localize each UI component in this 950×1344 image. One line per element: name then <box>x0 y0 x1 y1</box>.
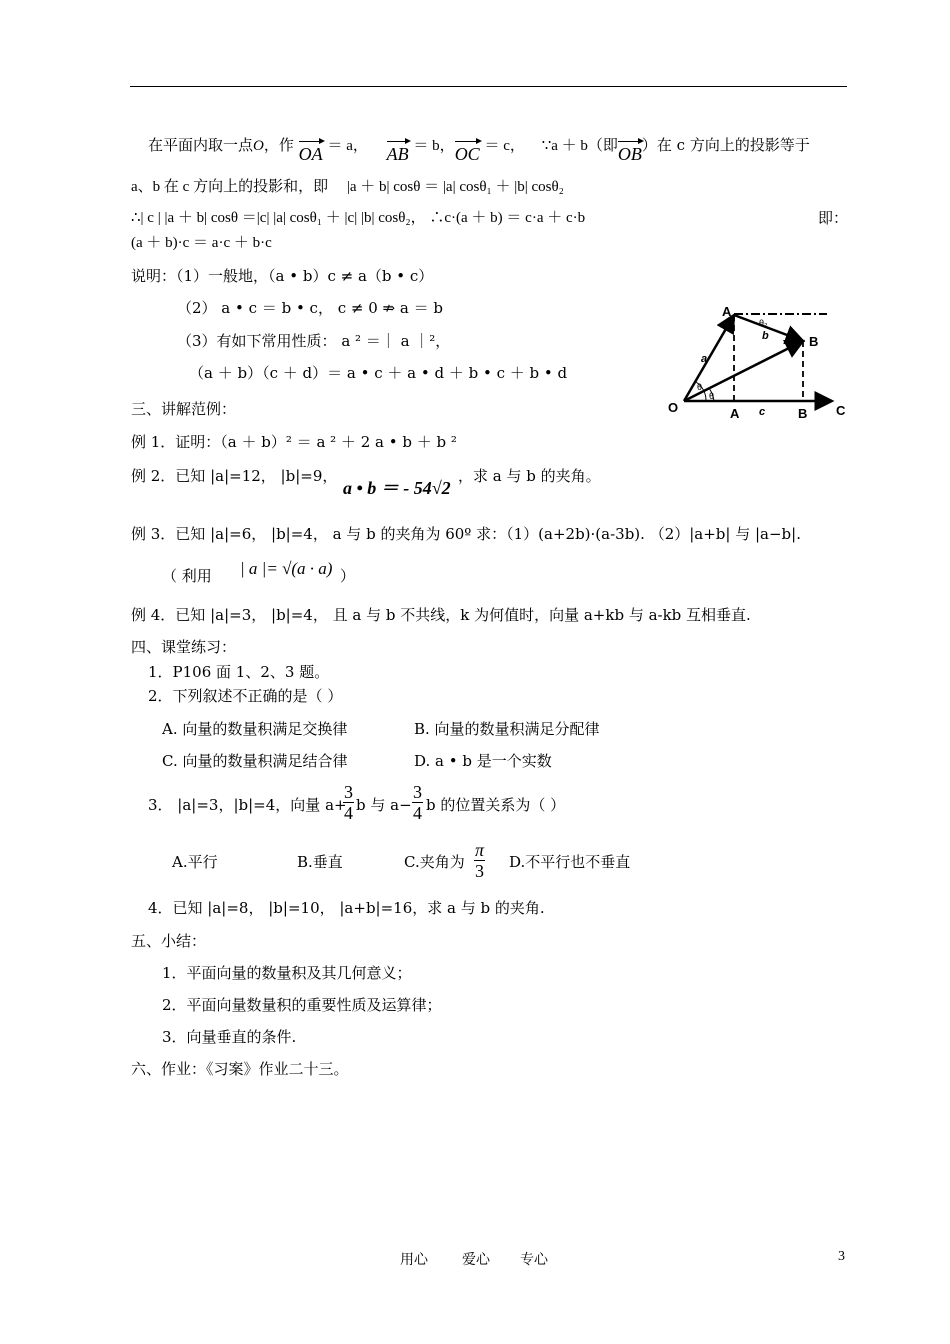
section-5-heading: 五、小结： <box>131 932 207 950</box>
example-2-formula: a • b ＝ - 54√2 <box>343 478 451 498</box>
note-1: 说明：（1）一般地，（a • b）c ≠ a（b • c） <box>131 267 434 285</box>
example-3-hint-pre: （ 利用 <box>162 567 212 585</box>
label-o: O <box>668 400 679 415</box>
practice-2-option-d: D. a • b 是一个实数 <box>414 752 552 770</box>
footer-left: 用心 <box>400 1252 428 1268</box>
example-3: 例 3．已知 |a|=6， |b|=4， a 与 b 的夹角为 60º 求：（1）(a+2b)·(a-3b). （2）|a+b| 与 |a−b|. <box>131 525 801 543</box>
intro-line-1 <box>148 128 810 164</box>
practice-3-fraction-1 <box>343 782 354 823</box>
practice-2: 2．下列叙述不正确的是（ ） <box>148 687 343 705</box>
practice-3-option-c-fraction <box>474 840 485 881</box>
summary-1: 1．平面向量的数量积及其几何意义； <box>162 964 412 982</box>
vector-ab: AB <box>387 138 409 164</box>
practice-3-option-a: A.平行 <box>172 853 218 871</box>
note-4: （a ＋ b）（c ＋ d）＝ a • c ＋ a • d ＋ b • c ＋ b • d <box>189 364 568 382</box>
example-2-tail: ，求 a 与 b 的夹角。 <box>458 467 601 485</box>
example-3-hint-formula: | a |= √(a · a) <box>240 559 333 578</box>
fraction-numerator: π <box>475 840 485 860</box>
example-3-hint-post: ） <box>340 567 356 585</box>
label-b-bottom: B <box>798 406 808 421</box>
practice-1: 1．P106 面 1、2、3 题。 <box>148 663 330 681</box>
practice-3-option-d: D.不平行也不垂直 <box>509 853 631 871</box>
intro-text: ＝ b， <box>413 138 455 154</box>
practice-4: 4．已知 |a|=8， |b|=10， |a+b|=16，求 a 与 b 的夹角. <box>148 899 545 917</box>
note-2: （2） a • c ＝ b • c， c ≠ 0 ⇏ a ＝ b <box>177 299 443 317</box>
practice-2-option-b: B. 向量的数量积满足分配律 <box>414 720 600 738</box>
intro-text: ∵a ＋ b（即 <box>541 138 618 154</box>
note-3: （3）有如下常用性质： a ² ＝｜ a ｜²， <box>177 332 451 350</box>
practice-2-option-a: A. 向量的数量积满足交换律 <box>162 720 348 738</box>
label-a-top: A <box>722 304 732 319</box>
practice-2-option-c: C. 向量的数量积满足结合律 <box>162 752 348 770</box>
practice-3-fraction-2 <box>412 782 423 823</box>
footer-mid: 爱心 <box>462 1252 490 1268</box>
practice-3-option-b: B.垂直 <box>297 853 343 871</box>
summary-2: 2．平面向量数量积的重要性质及运算律； <box>162 996 442 1014</box>
label-vec-c: c <box>759 406 766 418</box>
label-theta1: θ <box>709 391 715 401</box>
label-vec-a: a <box>701 353 708 365</box>
label-theta: θ <box>697 382 703 392</box>
intro-line-3: ∴| c | |a ＋ b| cosθ ＝|c| |a| cosθ₁ ＋ |c| |b| cosθ₂， ∴c·(a ＋ b) ＝ c·a ＋ c·b <box>131 210 586 226</box>
fraction-numerator: 3 <box>413 782 422 802</box>
label-theta2: θ₂ <box>759 318 768 328</box>
header-rule <box>130 86 847 87</box>
section-6-heading: 六、作业：《习案》作业二十三。 <box>131 1060 349 1078</box>
intro-line-2: a、b 在 c 方向上的投影和，即 |a ＋ b| cosθ ＝ |a| cosθ₁ ＋ |b| cosθ₂ <box>131 179 564 195</box>
label-c-axis: C <box>836 403 846 418</box>
intro-text: ，作 <box>263 136 294 154</box>
example-4: 例 4．已知 |a|=3， |b|=4， 且 a 与 b 不共线，k 为何值时，向量 a+kb 与 a-kb 互相垂直. <box>131 606 751 624</box>
intro-text: ）在 c 方向上的投影等于 <box>641 136 810 154</box>
vector-oa: OA <box>299 138 323 164</box>
practice-3-pre: 3． |a|=3，|b|=4，向量 a+ <box>148 796 347 814</box>
intro-text: ＝ a， <box>327 138 368 154</box>
label-a-bottom: A <box>730 406 740 421</box>
fraction-denominator: 4 <box>344 803 353 823</box>
page-number: 3 <box>838 1249 845 1264</box>
intro-line-4: (a ＋ b)·c ＝ a·c ＋ b·c <box>131 235 272 251</box>
fraction-numerator: 3 <box>344 782 353 802</box>
practice-3-mid: b 与 a− <box>356 796 412 814</box>
point-o: O <box>253 138 264 154</box>
example-2 <box>131 466 337 486</box>
fraction-denominator: 4 <box>413 803 422 823</box>
vector-ob: OB <box>618 138 642 164</box>
example-1: 例 1．证明：（a ＋ b）² ＝ a ² ＋ 2 a • b ＋ b ² <box>131 433 457 451</box>
section-4-heading: 四、课堂练习： <box>131 638 237 656</box>
practice-3-option-c: C.夹角为 <box>404 853 465 871</box>
section-3-heading: 三、讲解范例： <box>131 400 237 418</box>
intro-text: 在平面内取一点 <box>148 136 254 154</box>
label-vec-b: b <box>762 330 769 342</box>
vector-oc: OC <box>455 138 480 164</box>
intro-text: ＝ c， <box>484 138 525 154</box>
fraction-denominator: 3 <box>475 861 485 881</box>
example-2-text: 例 2．已知 |a|=12， |b|=9， <box>131 467 338 485</box>
footer-right: 专心 <box>520 1252 548 1268</box>
summary-3: 3．向量垂直的条件. <box>162 1028 297 1046</box>
intro-line-3-right: 即： <box>818 209 849 227</box>
practice-3-tail: b 的位置关系为（ ） <box>426 796 566 814</box>
vector-projection-diagram <box>662 300 852 425</box>
label-b: B <box>809 334 819 349</box>
